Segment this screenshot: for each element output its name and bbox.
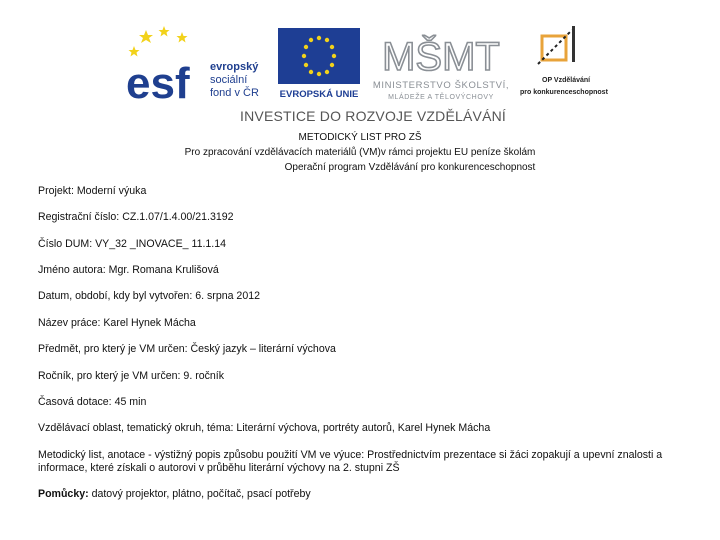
metodicky-value: Prostřednictvím prezentace si žáci zopakují a upevní znalosti a informace, které získali o autorovi v průběhu literární výchovy na 2. stupni ZŠ <box>38 449 663 474</box>
field-metodicky <box>38 449 688 475</box>
msmt-logo <box>368 22 514 106</box>
field-dum: Číslo DUM: VY_32 _INOVACE_ 11.1.14 <box>38 238 227 250</box>
casova-label: Časová dotace: <box>38 396 112 408</box>
msmt-line-1: MINISTERSTVO ŠKOLSTVÍ, <box>372 80 510 91</box>
msmt-line-2: MLÁDEŽE A TĚLOVÝCHOVY <box>388 94 494 101</box>
banner-title: INVESTICE DO ROZVOJE VZDĚLÁVÁNÍ <box>240 108 507 124</box>
field-rocnik: Ročník, pro který je VM určen: 9. ročník <box>38 370 225 382</box>
field-projekt: Projekt: Moderní výuka <box>38 185 147 197</box>
field-casova <box>38 396 146 408</box>
doc-program: Operační program Vzdělávání pro konkurenceschopnost <box>284 162 536 173</box>
field-nazev: Název práce: Karel Hynek Mácha <box>38 317 196 329</box>
pomucky-value: datový projektor, plátno, počítač, psací potřeby <box>88 488 311 500</box>
op-logo <box>516 22 620 104</box>
field-oblast: Vzdělávací oblast, tematický okruh, téma: Literární výchova, portréty autorů, Karel Hynek Mácha <box>38 422 491 434</box>
esf-stars-icon <box>129 26 188 57</box>
esf-small-line-2: sociální <box>210 74 248 86</box>
field-predmet: Předmět, pro který je VM určen: Český jazyk – literární výchova <box>38 343 336 355</box>
eu-logo <box>274 24 364 102</box>
pomucky-label: Pomůcky: <box>38 488 89 500</box>
doc-subtitle: Pro zpracování vzdělávacích materiálů (VM)v rámci projektu EU peníze školám <box>184 147 536 158</box>
logo-banner <box>124 18 620 124</box>
op-line-1: OP Vzdělávání <box>542 77 591 84</box>
op-emblem-icon <box>538 26 575 64</box>
op-line-2: pro konkurenceschopnost <box>520 89 608 96</box>
esf-big-text: esf <box>126 59 190 102</box>
esf-logo <box>124 24 274 102</box>
esf-small-line-1: evropský <box>210 61 259 73</box>
field-autor: Jméno autora: Mgr. Romana Krulišová <box>38 264 219 276</box>
msmt-monogram: MŠMT <box>382 35 500 79</box>
metodicky-label: Metodický list, anotace - výstižný popis způsobu použití VM ve výuce: <box>38 449 365 461</box>
field-pomucky <box>38 488 311 500</box>
esf-small-line-3: fond v ČR <box>210 87 259 99</box>
doc-title: METODICKÝ LIST PRO ZŠ <box>298 132 422 143</box>
field-registracni: Registrační číslo: CZ.1.07/1.4.00/21.3192 <box>38 211 234 223</box>
casova-value: 45 min <box>111 396 147 408</box>
field-datum: Datum, období, kdy byl vytvořen: 6. srpna 2012 <box>38 290 261 302</box>
eu-label: EVROPSKÁ UNIE <box>279 89 359 100</box>
